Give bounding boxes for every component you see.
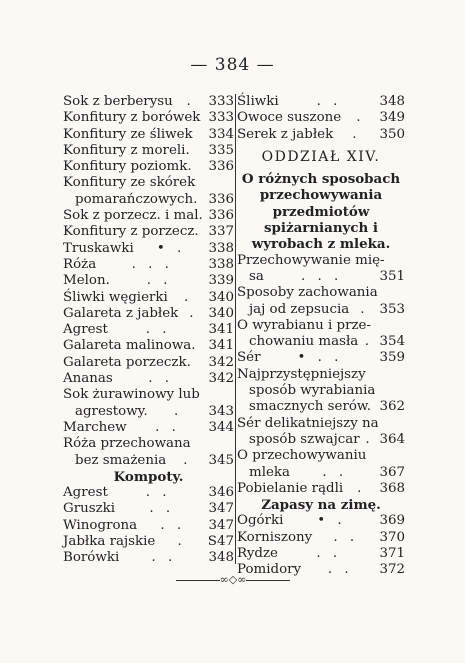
entry-page-number: 348 bbox=[208, 550, 234, 566]
entry-label: Konfitury ze skórek bbox=[63, 175, 196, 191]
index-entry bbox=[63, 518, 234, 534]
entry-label: jaj od zepsucia bbox=[249, 301, 350, 317]
entry-leader-dots: . . bbox=[149, 501, 175, 517]
index-entry bbox=[237, 318, 405, 334]
index-entry bbox=[63, 501, 234, 517]
entry-leader-dots bbox=[191, 436, 234, 452]
entry-label: Ananas bbox=[63, 371, 113, 387]
entry-label: Śliwki węgierki bbox=[63, 289, 168, 305]
index-left-column bbox=[63, 94, 234, 567]
index-entry bbox=[63, 273, 234, 289]
entry-page-number: 371 bbox=[379, 546, 405, 562]
index-entry bbox=[63, 534, 234, 550]
entry-page-number: 333 bbox=[208, 110, 234, 126]
entry-page-number: 341 bbox=[208, 322, 234, 338]
entry-page-number: 338 bbox=[208, 256, 234, 272]
entry-label: Ogórki bbox=[237, 513, 284, 529]
entry-leader-dots bbox=[371, 399, 379, 415]
entry-page-number: 335 bbox=[208, 142, 234, 158]
entry-leader-dots: . bbox=[189, 305, 198, 321]
entry-page-number: 337 bbox=[208, 224, 234, 240]
entry-label: Sok z berberysu bbox=[63, 94, 173, 109]
entry-label: Sok żurawinowy lub bbox=[63, 387, 200, 403]
index-entry bbox=[237, 383, 405, 399]
entry-leader-dots bbox=[196, 338, 209, 354]
entry-label: Róża przechowana bbox=[63, 436, 191, 452]
index-entry bbox=[237, 367, 405, 383]
entry-leader-dots: . bbox=[177, 534, 186, 550]
entry-label: Śliwki bbox=[237, 94, 279, 109]
entry-leader-dots: . . bbox=[333, 529, 359, 545]
entry-leader-dots bbox=[379, 416, 405, 432]
entry-leader-dots bbox=[197, 192, 208, 208]
index-entry bbox=[237, 269, 405, 285]
index-entry bbox=[63, 127, 234, 143]
entry-leader-dots: . . bbox=[316, 546, 342, 562]
index-entry bbox=[237, 253, 405, 269]
index-entry bbox=[237, 399, 405, 415]
entry-page-number: 340 bbox=[208, 305, 234, 321]
index-entry bbox=[63, 322, 234, 338]
entry-page-number: 333 bbox=[208, 94, 234, 109]
entry-page-number: 342 bbox=[208, 354, 234, 370]
entry-label: Sér delikatniejszy na bbox=[237, 415, 379, 431]
entry-leader-dots: . bbox=[173, 403, 183, 419]
index-entry bbox=[63, 143, 234, 159]
entry-label: Róża bbox=[63, 256, 97, 272]
entry-leader-dots bbox=[200, 387, 234, 403]
entry-label: Pobielanie rądli bbox=[237, 480, 344, 496]
entry-label: Truskawki bbox=[63, 240, 134, 256]
entry-leader-dots: . . bbox=[327, 562, 353, 578]
index-entry bbox=[237, 94, 405, 110]
entry-page-number: 369 bbox=[379, 513, 405, 529]
entry-label: Galareta z jabłek bbox=[63, 305, 179, 321]
index-entry bbox=[63, 550, 234, 566]
entry-page-number: 370 bbox=[379, 529, 405, 545]
entry-page-number: 372 bbox=[379, 562, 405, 578]
index-entry bbox=[237, 127, 405, 143]
ornament-divider: ∞◇∞ bbox=[168, 573, 298, 586]
entry-label: Przechowywanie mię- bbox=[237, 252, 385, 268]
entry-leader-dots bbox=[371, 318, 405, 334]
entry-label: sposób wyrabiania bbox=[249, 383, 376, 399]
entry-leader-dots bbox=[378, 285, 405, 301]
index-entry bbox=[63, 355, 234, 371]
entry-leader-dots: . . bbox=[316, 94, 342, 109]
entry-page-number: 341 bbox=[208, 338, 234, 354]
entry-leader-dots bbox=[366, 367, 405, 383]
entry-leader-dots bbox=[195, 175, 234, 191]
entry-page-number: 347 bbox=[208, 517, 234, 533]
entry-label: Sok z porzecz. i mal. bbox=[63, 208, 203, 224]
entry-leader-dots: . . bbox=[145, 322, 171, 338]
entry-label: Borówki bbox=[63, 550, 120, 566]
entry-label: Jabłka rajskie bbox=[63, 534, 156, 550]
entry-label: Agrest bbox=[63, 485, 108, 501]
entry-leader-dots: . bbox=[352, 126, 361, 142]
index-entry bbox=[63, 257, 234, 273]
entry-leader-dots bbox=[191, 355, 209, 371]
index-entry bbox=[237, 448, 405, 464]
entry-leader-dots bbox=[200, 110, 208, 126]
entry-page-number: 343 bbox=[208, 403, 234, 419]
index-entry bbox=[63, 241, 234, 257]
entry-label: Konfitury z borówek bbox=[63, 110, 201, 126]
entry-page-number: 348 bbox=[379, 94, 405, 109]
entry-label: Sposoby zachowania bbox=[237, 285, 378, 301]
entry-page-number: 340 bbox=[208, 289, 234, 305]
index-entry bbox=[63, 192, 234, 208]
entry-leader-dots: . . bbox=[148, 371, 173, 387]
section-heading: Zapasy na zimę. bbox=[261, 497, 381, 514]
entry-label: Konfitury ze śliwek bbox=[63, 126, 193, 142]
index-entry bbox=[63, 420, 234, 436]
entry-label: sposób szwajcar bbox=[249, 431, 360, 447]
index-entry bbox=[63, 436, 234, 452]
entry-leader-dots: . bbox=[186, 94, 195, 109]
entry-page-number: S47 bbox=[207, 534, 234, 550]
entry-leader-dots: . . . bbox=[131, 256, 173, 272]
entry-page-number: 345 bbox=[208, 452, 234, 468]
index-entry bbox=[63, 338, 234, 354]
entry-label: Konfitury z porzecz. bbox=[63, 224, 199, 240]
entry-page-number: 351 bbox=[379, 268, 405, 284]
entry-page-number: 368 bbox=[379, 480, 405, 496]
entry-label: Agrest bbox=[63, 322, 108, 338]
entry-page-number: 342 bbox=[208, 371, 234, 387]
entry-leader-dots: . bbox=[356, 110, 365, 126]
index-entry bbox=[237, 513, 405, 529]
entry-leader-dots: . bbox=[364, 334, 373, 350]
entry-label: Galareta malinowa. bbox=[63, 338, 196, 354]
entry-leader-dots bbox=[193, 127, 209, 143]
entry-label: pomarańczowych. bbox=[75, 191, 198, 207]
index-entry bbox=[63, 387, 234, 403]
index-entry bbox=[63, 306, 234, 322]
index-entry bbox=[63, 110, 234, 126]
entry-label: Gruszki bbox=[63, 501, 116, 517]
index-entry bbox=[63, 159, 234, 175]
entry-leader-dots: . bbox=[357, 480, 366, 496]
index-entry bbox=[237, 350, 405, 366]
entry-label: mleka bbox=[249, 464, 291, 480]
entry-label: Winogrona bbox=[63, 517, 138, 533]
entry-leader-dots: . . bbox=[155, 419, 180, 435]
entry-label: Owoce suszone bbox=[237, 110, 342, 126]
section-heading: Kompoty. bbox=[113, 468, 184, 485]
entry-label: Marchew bbox=[63, 419, 127, 435]
entry-page-number: 349 bbox=[379, 110, 405, 126]
entry-leader-dots: . . bbox=[146, 273, 172, 289]
entry-leader-dots: . . bbox=[160, 517, 186, 533]
entry-label: Pomidory bbox=[237, 562, 302, 578]
entry-label: Najprzystępniejszy bbox=[237, 366, 366, 382]
entry-page-number: 347 bbox=[208, 501, 234, 517]
entry-leader-dots: . bbox=[184, 289, 193, 305]
entry-label: Korniszony bbox=[237, 529, 313, 545]
index-entry bbox=[63, 453, 234, 469]
index-entry bbox=[63, 485, 234, 501]
index-entry bbox=[63, 94, 234, 110]
entry-page-number: 353 bbox=[379, 301, 405, 317]
entry-leader-dots bbox=[366, 448, 405, 464]
entry-page-number: 367 bbox=[379, 464, 405, 480]
index-entry bbox=[237, 530, 405, 546]
section-title: ODDZIAŁ XIV. bbox=[261, 148, 381, 165]
entry-label: Serek z jabłek bbox=[237, 126, 334, 142]
entry-page-number: 364 bbox=[379, 431, 405, 447]
entry-label: bez smażenia bbox=[75, 452, 167, 468]
entry-leader-dots: • . . bbox=[297, 350, 343, 366]
index-entry bbox=[237, 302, 405, 318]
entry-label: Sér bbox=[237, 350, 261, 366]
entry-label: Konfitury poziomk. bbox=[63, 159, 192, 175]
index-entry bbox=[237, 110, 405, 126]
index-entry bbox=[63, 290, 234, 306]
entry-leader-dots bbox=[190, 143, 209, 159]
entry-page-number: 350 bbox=[379, 126, 405, 142]
entry-page-number: 362 bbox=[379, 399, 405, 415]
index-entry bbox=[237, 285, 405, 301]
entry-label: Melon. bbox=[63, 273, 110, 289]
entry-leader-dots: . . bbox=[322, 464, 348, 480]
index-entry bbox=[237, 465, 405, 481]
index-entry bbox=[237, 481, 405, 497]
entry-leader-dots: • . bbox=[317, 513, 346, 529]
entry-label: sa bbox=[249, 268, 264, 284]
entry-label: Konfitury z moreli. bbox=[63, 142, 190, 158]
entry-leader-dots: . bbox=[360, 301, 369, 317]
entry-leader-dots: • . bbox=[156, 240, 186, 256]
entry-label: chowaniu masła bbox=[249, 334, 359, 350]
entry-leader-dots bbox=[192, 159, 209, 175]
index-entry bbox=[63, 208, 234, 224]
entry-leader-dots bbox=[375, 383, 405, 399]
entry-page-number: 336 bbox=[208, 208, 234, 224]
entry-page-number: 354 bbox=[379, 334, 405, 350]
entry-page-number: 344 bbox=[208, 419, 234, 435]
entry-page-number: 339 bbox=[208, 273, 234, 289]
entry-label: smacznych serów. bbox=[249, 399, 372, 415]
entry-label: Galareta porzeczk. bbox=[63, 354, 191, 370]
index-entry bbox=[63, 404, 234, 420]
entry-leader-dots: . . . bbox=[301, 268, 343, 284]
entry-leader-dots bbox=[199, 224, 209, 240]
entry-leader-dots: . bbox=[183, 452, 192, 468]
index-entry bbox=[63, 371, 234, 387]
entry-page-number: 336 bbox=[208, 159, 234, 175]
entry-page-number: 334 bbox=[208, 126, 234, 142]
section-heading: O różnych sposobach przechowywania przedmiotów spiżarnianych i wyrobach z mleka. bbox=[241, 171, 401, 253]
entry-label: O wyrabianu i prze- bbox=[237, 317, 372, 333]
entry-leader-dots: . . bbox=[145, 485, 171, 501]
entry-leader-dots: . bbox=[365, 431, 374, 447]
index-entry bbox=[237, 432, 405, 448]
index-entry bbox=[63, 175, 234, 191]
entry-page-number: 338 bbox=[208, 240, 234, 256]
index-entry bbox=[237, 546, 405, 562]
entry-leader-dots: . . bbox=[151, 550, 177, 566]
index-right-column bbox=[235, 94, 405, 578]
entry-label: O przechowywaniu bbox=[237, 448, 367, 464]
entry-page-number: 359 bbox=[379, 350, 405, 366]
index-entry bbox=[63, 224, 234, 240]
index-entry bbox=[237, 334, 405, 350]
entry-page-number: 336 bbox=[208, 191, 234, 207]
entry-page-number: 346 bbox=[208, 485, 234, 501]
entry-leader-dots bbox=[385, 253, 405, 269]
page-number: — 384 — bbox=[190, 55, 275, 75]
entry-label: agrestowy. bbox=[75, 403, 148, 419]
entry-label: Rydze bbox=[237, 546, 278, 562]
index-entry bbox=[237, 416, 405, 432]
